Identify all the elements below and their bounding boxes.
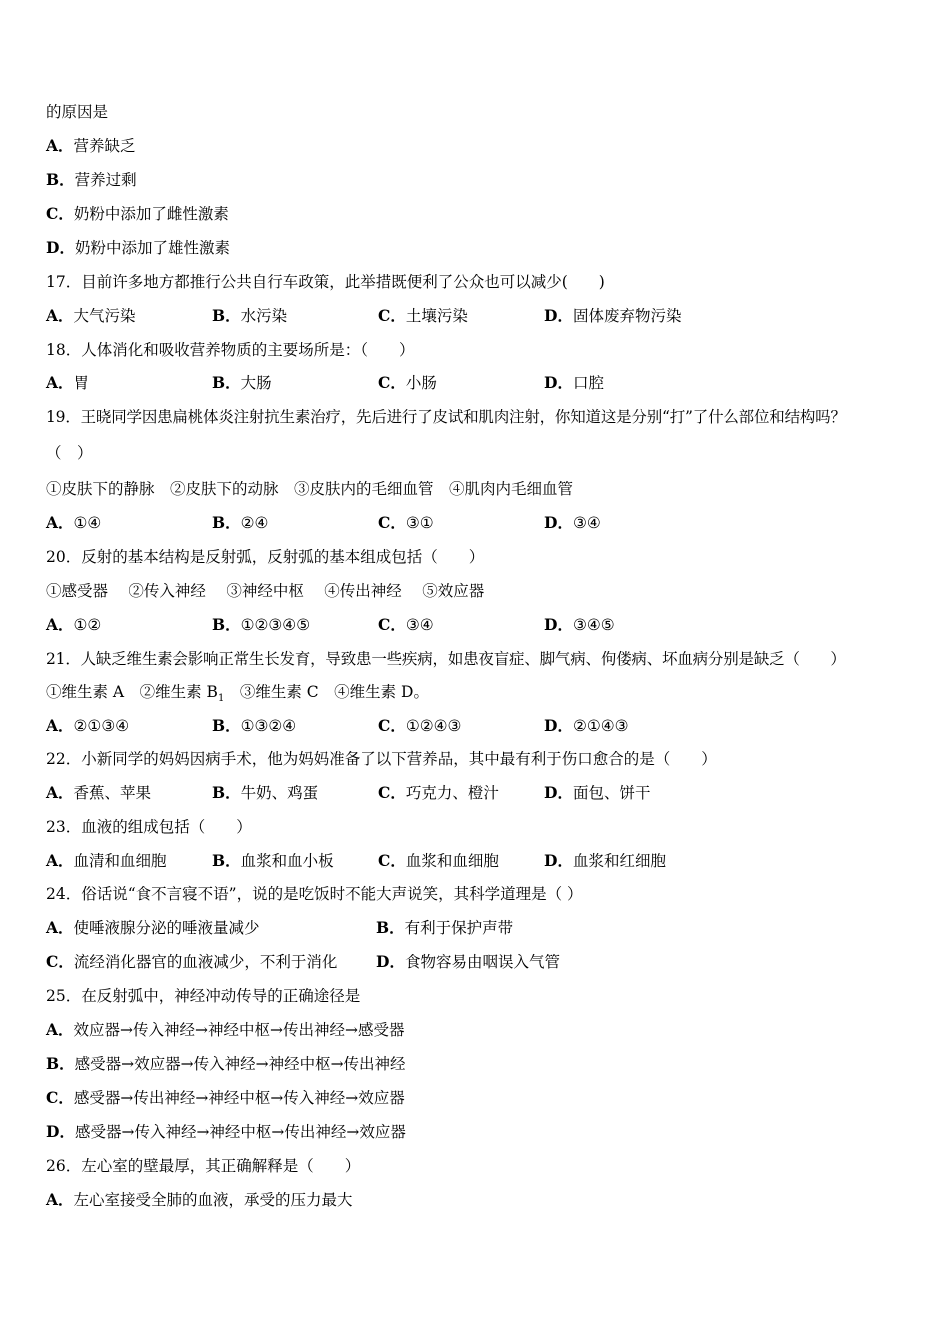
q16-option-a xyxy=(46,133,920,159)
option-label: A． xyxy=(46,918,74,937)
q23-options xyxy=(46,848,920,874)
q20-option-c xyxy=(378,612,544,638)
option-text: 口腔 xyxy=(572,374,604,392)
q19-option-b xyxy=(212,510,378,536)
option-text: 感受器→传出神经→神经中枢→传入神经→效应器 xyxy=(73,1089,405,1107)
option-text: 血浆和血小板 xyxy=(240,852,334,870)
option-label: B． xyxy=(212,373,241,392)
q25-option-d xyxy=(46,1119,920,1145)
option-text: 营养缺乏 xyxy=(73,137,136,155)
q25-option-a xyxy=(46,1017,920,1043)
option-text: 固体废弃物污染 xyxy=(572,307,682,325)
option-label: B． xyxy=(212,716,241,735)
item-list: ①感受器 ②传入神经 ③神经中枢 ④传出神经 ⑤效应器 xyxy=(46,582,485,600)
question-text: 17．目前许多地方都推行公共自行车政策，此举措既便利了公众也可以减少( ) xyxy=(46,273,605,291)
q17-options xyxy=(46,303,920,329)
option-label: A． xyxy=(46,136,74,155)
question-text: 23．血液的组成包括（ ） xyxy=(46,818,252,836)
option-text: 土壤污染 xyxy=(405,307,468,325)
option-label: C． xyxy=(378,306,406,325)
q24-stem xyxy=(46,881,920,907)
q23-option-b xyxy=(212,848,378,874)
q23-stem xyxy=(46,814,920,840)
option-label: B． xyxy=(212,783,241,802)
q17-option-d xyxy=(544,303,710,329)
option-text: 感受器→效应器→传入神经→神经中枢→传出神经 xyxy=(74,1055,406,1073)
option-text: ①②③④⑤ xyxy=(240,616,311,634)
q24-options-row2 xyxy=(46,949,920,975)
q21-option-d xyxy=(544,713,710,739)
option-text: 感受器→传入神经→神经中枢→传出神经→效应器 xyxy=(74,1123,406,1141)
option-label: A． xyxy=(46,783,74,802)
q26-option-a xyxy=(46,1187,920,1213)
option-label: C． xyxy=(378,615,406,634)
option-label: C． xyxy=(46,204,74,223)
option-label: D． xyxy=(544,513,573,532)
q24-option-d xyxy=(376,949,706,975)
question-text: 19．王晓同学因患扁桃体炎注射抗生素治疗，先后进行了皮试和肌肉注射，你知道这是分别“打”了什么部位和结构吗？ xyxy=(46,408,846,426)
q21-stem xyxy=(46,646,920,672)
question-text: 26．左心室的壁最厚，其正确解释是（ ） xyxy=(46,1157,361,1175)
item-list: ①皮肤下的静脉 ②皮肤下的动脉 ③皮肤内的毛细血管 ④肌肉内毛细血管 xyxy=(46,480,574,498)
q17-option-c xyxy=(378,303,544,329)
q21-options xyxy=(46,713,920,739)
q18-stem xyxy=(46,337,920,363)
question-text: 22．小新同学的妈妈因病手术，他为妈妈准备了以下营养品，其中最有利于伤口愈合的是（ ） xyxy=(46,750,717,768)
option-label: B． xyxy=(212,306,241,325)
option-label: D． xyxy=(544,615,573,634)
option-text: ①②④③ xyxy=(405,717,462,735)
q19-option-c xyxy=(378,510,544,536)
option-label: D． xyxy=(544,851,573,870)
q20-items xyxy=(46,578,920,604)
option-label: A． xyxy=(46,513,74,532)
q25-option-c xyxy=(46,1085,920,1111)
option-label: C． xyxy=(378,513,406,532)
question-text: 25．在反射弧中，神经冲动传导的正确途径是 xyxy=(46,987,361,1005)
option-label: A． xyxy=(46,1190,74,1209)
option-label: C． xyxy=(46,952,74,971)
answer-blank: （ ） xyxy=(46,444,93,462)
option-label: A． xyxy=(46,851,74,870)
q20-stem xyxy=(46,544,920,570)
q22-option-d xyxy=(544,780,710,806)
q25-stem xyxy=(46,983,920,1009)
q21-items xyxy=(46,679,920,705)
q24-option-c xyxy=(46,949,376,975)
option-label: B． xyxy=(212,851,241,870)
q17-option-b xyxy=(212,303,378,329)
q25-option-b xyxy=(46,1051,920,1077)
option-text: ③④ xyxy=(405,616,434,634)
option-text: 效应器→传入神经→神经中枢→传出神经→感受器 xyxy=(73,1021,405,1039)
option-label: D． xyxy=(544,716,573,735)
option-label: B． xyxy=(46,1054,75,1073)
option-text: ③① xyxy=(405,514,434,532)
q24-option-a xyxy=(46,915,376,941)
option-label: D． xyxy=(544,373,573,392)
option-label: B． xyxy=(46,170,75,189)
q23-option-c xyxy=(378,848,544,874)
option-label: B． xyxy=(376,918,405,937)
option-label: A． xyxy=(46,306,74,325)
option-text: 食物容易由咽误入气管 xyxy=(404,953,560,971)
question-text: 20．反射的基本结构是反射弧，反射弧的基本组成包括（ ） xyxy=(46,548,485,566)
option-label: D． xyxy=(376,952,405,971)
q22-stem xyxy=(46,746,920,772)
option-label: B． xyxy=(212,513,241,532)
option-text: 大肠 xyxy=(240,374,272,392)
option-label: D． xyxy=(46,1122,75,1141)
option-text: 香蕉、苹果 xyxy=(73,784,152,802)
option-label: C． xyxy=(46,1088,74,1107)
option-label: C． xyxy=(378,373,406,392)
option-label: A． xyxy=(46,615,74,634)
option-text: 奶粉中添加了雄性激素 xyxy=(74,239,230,257)
q19-answer-paren xyxy=(46,440,920,466)
q26-stem xyxy=(46,1153,920,1179)
question-text: 21．人缺乏维生素会影响正常生长发育，导致患一些疾病，如患夜盲症、脚气病、佝偻病、坏血病分别是缺乏（ ） xyxy=(46,650,846,668)
item-list-part: ①维生素 A ②维生素 B xyxy=(46,683,218,701)
option-label: D． xyxy=(544,783,573,802)
question-text: 18．人体消化和吸收营养物质的主要场所是：（ ） xyxy=(46,341,415,359)
q23-option-a xyxy=(46,848,212,874)
q21-option-b xyxy=(212,713,378,739)
option-text: ②④ xyxy=(240,514,269,532)
q19-options xyxy=(46,510,920,536)
q22-option-a xyxy=(46,780,212,806)
q16-option-b xyxy=(46,167,920,193)
option-label: A． xyxy=(46,1020,74,1039)
option-label: C． xyxy=(378,716,406,735)
option-text: ③④⑤ xyxy=(572,616,615,634)
q19-option-d xyxy=(544,510,710,536)
option-label: C． xyxy=(378,783,406,802)
q22-option-c xyxy=(378,780,544,806)
q16-option-c xyxy=(46,201,920,227)
q20-option-a xyxy=(46,612,212,638)
option-text: ③④ xyxy=(572,514,601,532)
option-label: A． xyxy=(46,716,74,735)
q18-option-d xyxy=(544,370,710,396)
q21-option-c xyxy=(378,713,544,739)
option-text: 奶粉中添加了雌性激素 xyxy=(73,205,229,223)
q18-option-c xyxy=(378,370,544,396)
option-text: 牛奶、鸡蛋 xyxy=(240,784,319,802)
q18-option-b xyxy=(212,370,378,396)
option-text: 血浆和红细胞 xyxy=(572,852,666,870)
q22-options xyxy=(46,780,920,806)
q24-option-b xyxy=(376,915,706,941)
q18-option-a xyxy=(46,370,212,396)
q24-options-row1 xyxy=(46,915,920,941)
q18-options xyxy=(46,370,920,396)
option-text: 流经消化器官的血液减少，不利于消化 xyxy=(73,953,338,971)
option-text: 巧克力、橙汁 xyxy=(405,784,499,802)
option-text: ②①④③ xyxy=(572,717,629,735)
q16-stem-continuation xyxy=(46,99,920,125)
q16-text: 的原因是 xyxy=(46,103,109,121)
option-text: 有利于保护声带 xyxy=(404,919,514,937)
option-text: 大气污染 xyxy=(73,307,136,325)
option-text: ②①③④ xyxy=(73,717,130,735)
option-label: A． xyxy=(46,373,74,392)
q20-options xyxy=(46,612,920,638)
option-text: 面包、饼干 xyxy=(572,784,651,802)
q19-stem xyxy=(46,404,920,430)
option-text: ①③②④ xyxy=(240,717,297,735)
option-text: ①② xyxy=(73,616,102,634)
option-label: D． xyxy=(46,238,75,257)
item-list-part: ③维生素 C ④维生素 D。 xyxy=(224,683,429,701)
question-text: 24．俗话说“食不言寝不语”，说的是吃饭时不能大声说笑，其科学道理是（ ） xyxy=(46,885,583,903)
option-label: B． xyxy=(212,615,241,634)
option-label: D． xyxy=(544,306,573,325)
q19-items xyxy=(46,476,920,502)
option-text: ①④ xyxy=(73,514,102,532)
q20-option-d xyxy=(544,612,710,638)
q20-option-b xyxy=(212,612,378,638)
q21-option-a xyxy=(46,713,212,739)
option-text: 血清和血细胞 xyxy=(73,852,167,870)
q16-option-d xyxy=(46,235,920,261)
q17-option-a xyxy=(46,303,212,329)
option-text: 水污染 xyxy=(240,307,288,325)
option-text: 小肠 xyxy=(405,374,437,392)
option-text: 营养过剩 xyxy=(74,171,137,189)
subscript: 1 xyxy=(217,693,225,705)
q19-option-a xyxy=(46,510,212,536)
option-text: 左心室接受全肺的血液，承受的压力最大 xyxy=(73,1191,353,1209)
q23-option-d xyxy=(544,848,710,874)
q22-option-b xyxy=(212,780,378,806)
option-text: 胃 xyxy=(73,374,90,392)
q17-stem xyxy=(46,269,920,295)
option-label: C． xyxy=(378,851,406,870)
option-text: 使唾液腺分泌的唾液量减少 xyxy=(73,919,260,937)
option-text: 血浆和血细胞 xyxy=(405,852,499,870)
